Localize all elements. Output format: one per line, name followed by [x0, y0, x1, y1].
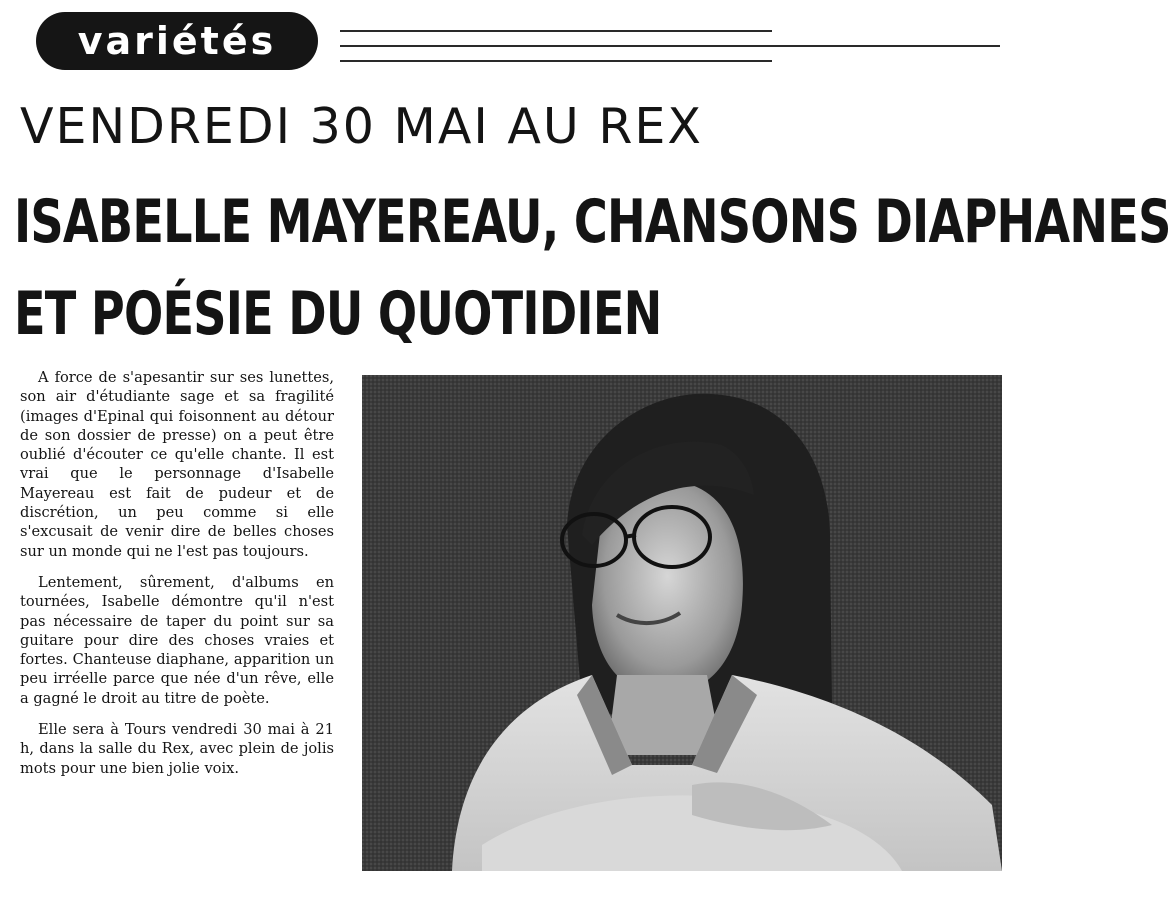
- kicker: VENDREDI 30 MAI AU REX: [20, 98, 703, 155]
- paragraph: Lentement, sûrement, d'albums en tournées, Isabelle démontre qu'il n'est pas nécessaire de taper du point sur sa guitare pour dire des choses vraies et fortes. Chanteuse diaphane, apparition un peu irréelle parce que née d'un rêve, elle a gagné le droit au titre de poète.: [20, 573, 334, 707]
- headline: [14, 176, 1171, 360]
- header-rule: [340, 30, 772, 32]
- rubric-badge: [36, 12, 318, 70]
- portrait-photo: [362, 375, 1002, 871]
- paragraph: Elle sera à Tours vendredi 30 mai à 21 h, dans la salle du Rex, avec plein de jolis mots pour une bien jolie voix.: [20, 721, 334, 777]
- header-rule: [340, 60, 772, 62]
- headline-line-1: ISABELLE MAYEREAU, CHANSONS DIAPHANES: [14, 187, 1171, 257]
- headline-line-2: ET POÉSIE DU QUOTIDIEN: [14, 279, 662, 349]
- portrait-illustration: [362, 375, 1002, 871]
- paragraph: A force de s'apesantir sur ses lunettes, son air d'étudiante sage et sa fragilité (images d'Epinal qui foisonnent au détour de son dossier de presse) on a peut être oublié d'écouter ce qu'elle chante. Il est vrai que le personnage d'Isabelle Mayereau est fait de pudeur et de discrétion, un peu comme si elle s'excusait de venir dire de belles choses sur un monde qui ne l'est pas toujours.: [20, 369, 334, 560]
- article-body: [20, 368, 334, 790]
- header-rule: [340, 45, 1000, 47]
- rubric-label: variétés: [77, 19, 277, 63]
